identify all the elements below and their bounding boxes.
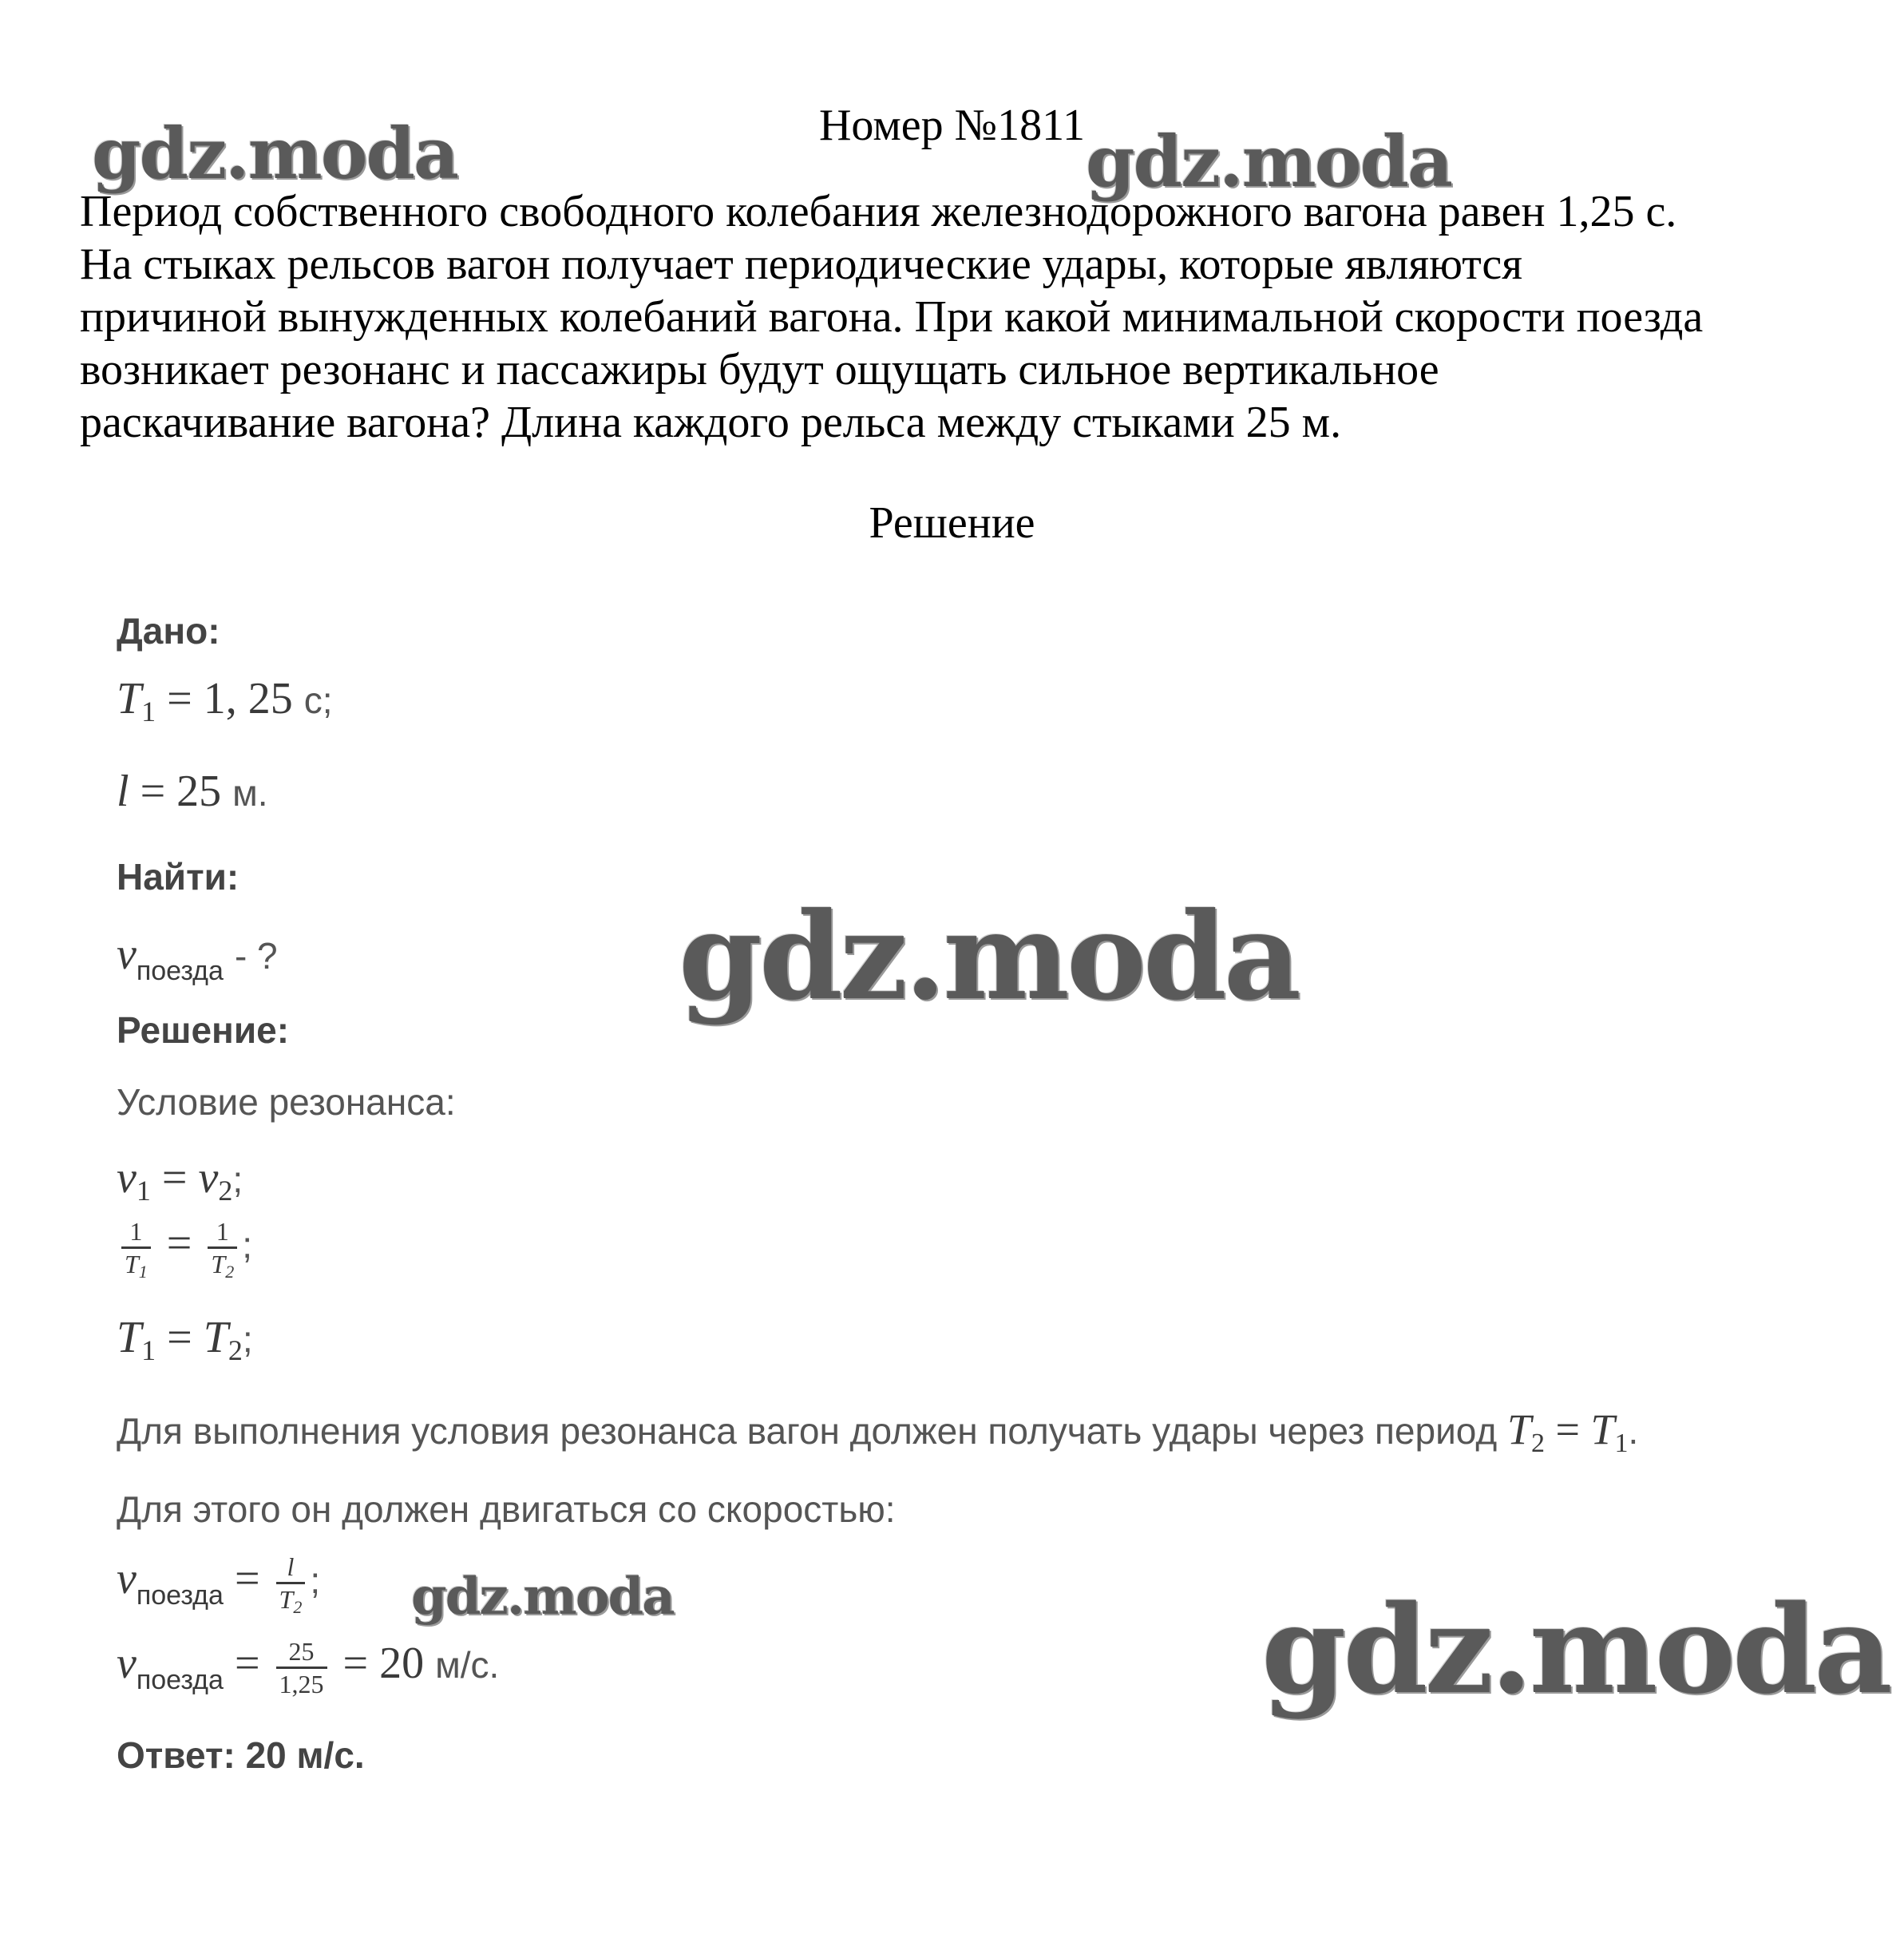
- index: 2: [228, 1334, 243, 1366]
- punct: ;: [242, 1224, 252, 1266]
- symbol-nu: ν: [117, 1153, 137, 1203]
- denominator: 1,25: [279, 1669, 324, 1698]
- unit: с;: [303, 680, 333, 721]
- problem-line: Период собственного свободного колебания железнодорожного вагона равен 1,25 с.: [80, 187, 1677, 236]
- symbol-v: v: [117, 1639, 137, 1688]
- equation-period: [117, 1310, 253, 1367]
- fraction: [276, 1636, 327, 1699]
- watermark-logo: gdz.moda: [1086, 120, 1452, 203]
- numerator: 25: [288, 1636, 315, 1666]
- numerator: l: [287, 1552, 295, 1581]
- condition-label: Условие резонанса:: [117, 1081, 456, 1123]
- symbol-v: v: [117, 929, 137, 979]
- problem-line: раскачивание вагона? Длина каждого рельса между стыками 25 м.: [80, 398, 1342, 447]
- punct: .: [1628, 1410, 1639, 1452]
- index: 2: [218, 1175, 233, 1207]
- unit: м.: [232, 772, 268, 814]
- operator: =: [167, 1313, 192, 1362]
- value: = 1, 25: [167, 674, 293, 723]
- find-label: Найти:: [117, 856, 239, 898]
- punct: ;: [242, 1318, 253, 1360]
- value: = 25: [140, 767, 222, 816]
- find-velocity: [117, 926, 278, 984]
- resonance-explanation: [117, 1405, 1639, 1458]
- given-length: [117, 763, 268, 821]
- equation-speed-formula: [117, 1551, 320, 1615]
- equation-reciprocal: [117, 1215, 252, 1282]
- symbol-v: v: [198, 1153, 219, 1203]
- watermark-logo: gdz.moda: [411, 1567, 674, 1627]
- symbol-t: T: [117, 1313, 142, 1362]
- problem-line: возникает резонанс и пассажиры будут ощущать сильное вертикальное: [80, 345, 1439, 394]
- solution-section-title: Решение: [869, 498, 1035, 548]
- problem-line: причиной вынужденных колебаний вагона. При какой минимальной скорости поезда: [80, 292, 1704, 342]
- denominator: $T_2$: [211, 1249, 235, 1282]
- denominator: $T_1$: [125, 1249, 148, 1282]
- numerator: 1: [216, 1216, 229, 1246]
- given-label: Дано:: [117, 610, 220, 652]
- watermark-logo: gdz.moda: [1261, 1578, 1890, 1721]
- operator: =: [166, 1219, 192, 1268]
- equation-speed-result: [117, 1635, 499, 1699]
- symbol-t: T: [117, 674, 142, 723]
- operator: =: [234, 1639, 260, 1688]
- fraction: [276, 1552, 306, 1615]
- solution-label: Решение:: [117, 1009, 290, 1051]
- result-value: = 20: [342, 1639, 425, 1688]
- problem-text: [80, 185, 1868, 449]
- equation-frequency: [117, 1150, 243, 1207]
- index: 1: [136, 1175, 151, 1207]
- problem-line: На стыках рельсов вагон получает периодические удары, которые являются: [80, 240, 1522, 289]
- fraction: [208, 1216, 237, 1282]
- speed-intro: Для этого он должен двигаться со скоростью:: [117, 1488, 896, 1530]
- operator: =: [161, 1153, 188, 1203]
- punct: ;: [310, 1560, 321, 1601]
- symbol-l: l: [117, 767, 129, 816]
- index: 1: [141, 696, 156, 727]
- punct: ;: [232, 1159, 243, 1200]
- index: поезда: [136, 1580, 224, 1611]
- index: поезда: [136, 1665, 224, 1695]
- watermark-logo: gdz.moda: [679, 886, 1299, 1027]
- index: 1: [141, 1334, 156, 1366]
- unit: м/с.: [435, 1644, 500, 1686]
- given-period: [117, 671, 333, 728]
- symbol-v: v: [117, 1554, 137, 1603]
- inline-equation: $T_2 = T_1$: [1506, 1405, 1629, 1458]
- question: - ?: [234, 935, 278, 977]
- watermark-logo: gdz.moda: [92, 112, 458, 195]
- numerator: 1: [129, 1216, 143, 1246]
- symbol-t: T: [203, 1313, 228, 1362]
- explanation-text: Для выполнения условия резонанса вагон должен получать удары через период: [117, 1410, 1498, 1452]
- denominator: $T_2$: [279, 1584, 303, 1617]
- operator: =: [234, 1554, 260, 1603]
- page-title: Номер №1811: [818, 101, 1086, 150]
- index: поезда: [136, 956, 224, 986]
- answer: Ответ: 20 м/с.: [117, 1734, 365, 1776]
- fraction: [121, 1216, 151, 1282]
